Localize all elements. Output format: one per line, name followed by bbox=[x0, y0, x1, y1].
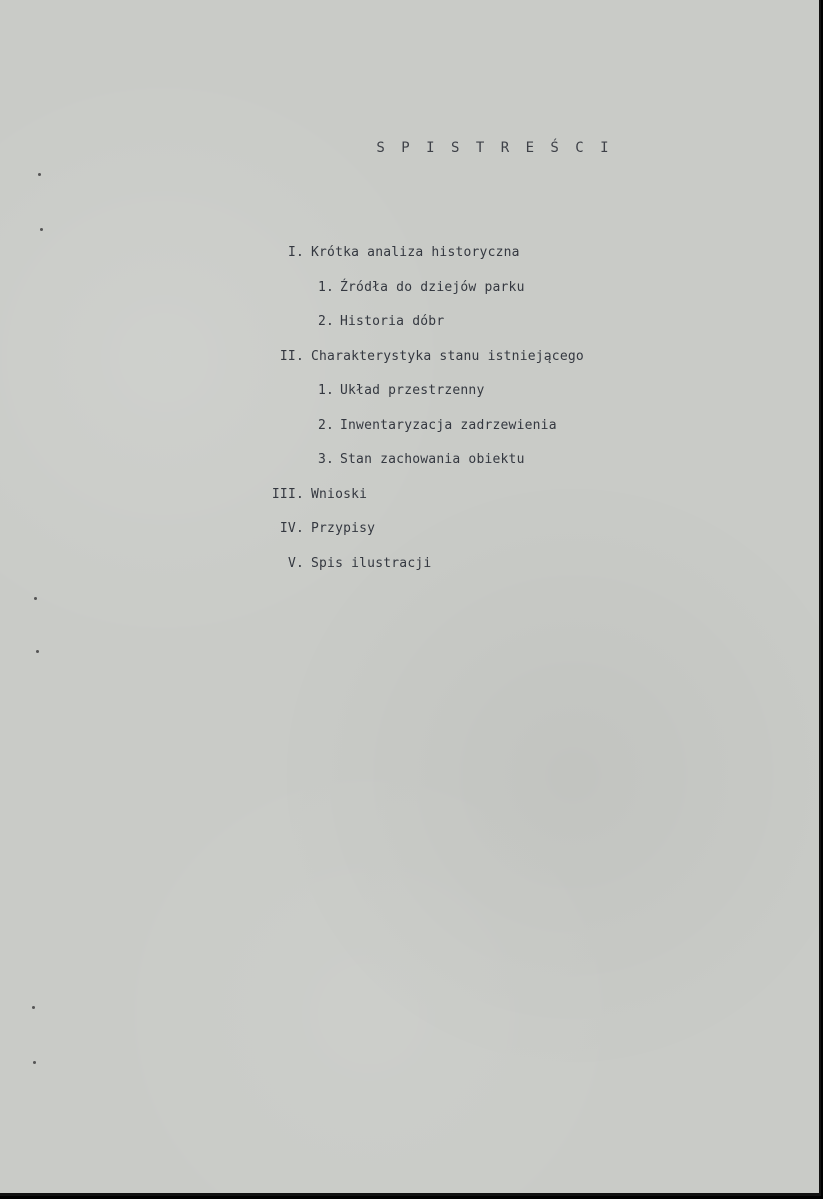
toc-entry bbox=[0, 553, 819, 588]
toc-entry-title: Krótka analiza historyczna bbox=[311, 245, 520, 260]
toc-entry bbox=[0, 484, 819, 519]
margin-dot bbox=[38, 173, 41, 176]
toc-entry bbox=[0, 242, 819, 277]
toc-entry-number: 3. bbox=[317, 452, 334, 467]
toc-entry-number: 2. bbox=[317, 417, 334, 433]
toc-entry-title: Przypisy bbox=[311, 521, 376, 536]
toc-entry-title: Wnioski bbox=[311, 486, 368, 502]
toc-entry bbox=[0, 380, 819, 415]
toc-entry-title: Historia dóbr bbox=[340, 314, 445, 329]
toc-entry bbox=[0, 449, 819, 484]
toc-entry bbox=[0, 346, 819, 381]
toc-entry-title: Inwentaryzacja zadrzewienia bbox=[340, 417, 557, 433]
toc-entry-number: III. bbox=[271, 486, 304, 502]
page-title: S P I S T R E Ś C I bbox=[376, 140, 613, 156]
toc-entry-number: 1. bbox=[317, 383, 334, 398]
toc-entry bbox=[0, 518, 819, 553]
margin-dot bbox=[36, 650, 39, 653]
toc-entry bbox=[0, 415, 819, 450]
table-of-contents bbox=[0, 242, 819, 587]
toc-entry-title: Spis ilustracji bbox=[311, 555, 432, 571]
toc-entry-number: I. bbox=[287, 245, 304, 260]
toc-entry-title: Charakterystyka stanu istniejącego bbox=[311, 348, 584, 364]
toc-entry-title: Układ przestrzenny bbox=[340, 383, 485, 398]
toc-entry-number: IV. bbox=[279, 521, 304, 536]
toc-entry-title: Stan zachowania obiektu bbox=[340, 452, 525, 467]
margin-dot bbox=[34, 597, 37, 600]
margin-dot bbox=[40, 228, 43, 231]
toc-entry-number: V. bbox=[287, 555, 304, 571]
margin-dot bbox=[33, 1061, 36, 1064]
toc-entry bbox=[0, 277, 819, 312]
toc-entry-title: Źródła do dziejów parku bbox=[340, 279, 525, 295]
toc-entry-number: 2. bbox=[317, 314, 334, 329]
toc-entry-number: 1. bbox=[317, 279, 334, 295]
toc-entry-number: II. bbox=[279, 348, 304, 364]
toc-entry bbox=[0, 311, 819, 346]
margin-dot bbox=[32, 1006, 35, 1009]
